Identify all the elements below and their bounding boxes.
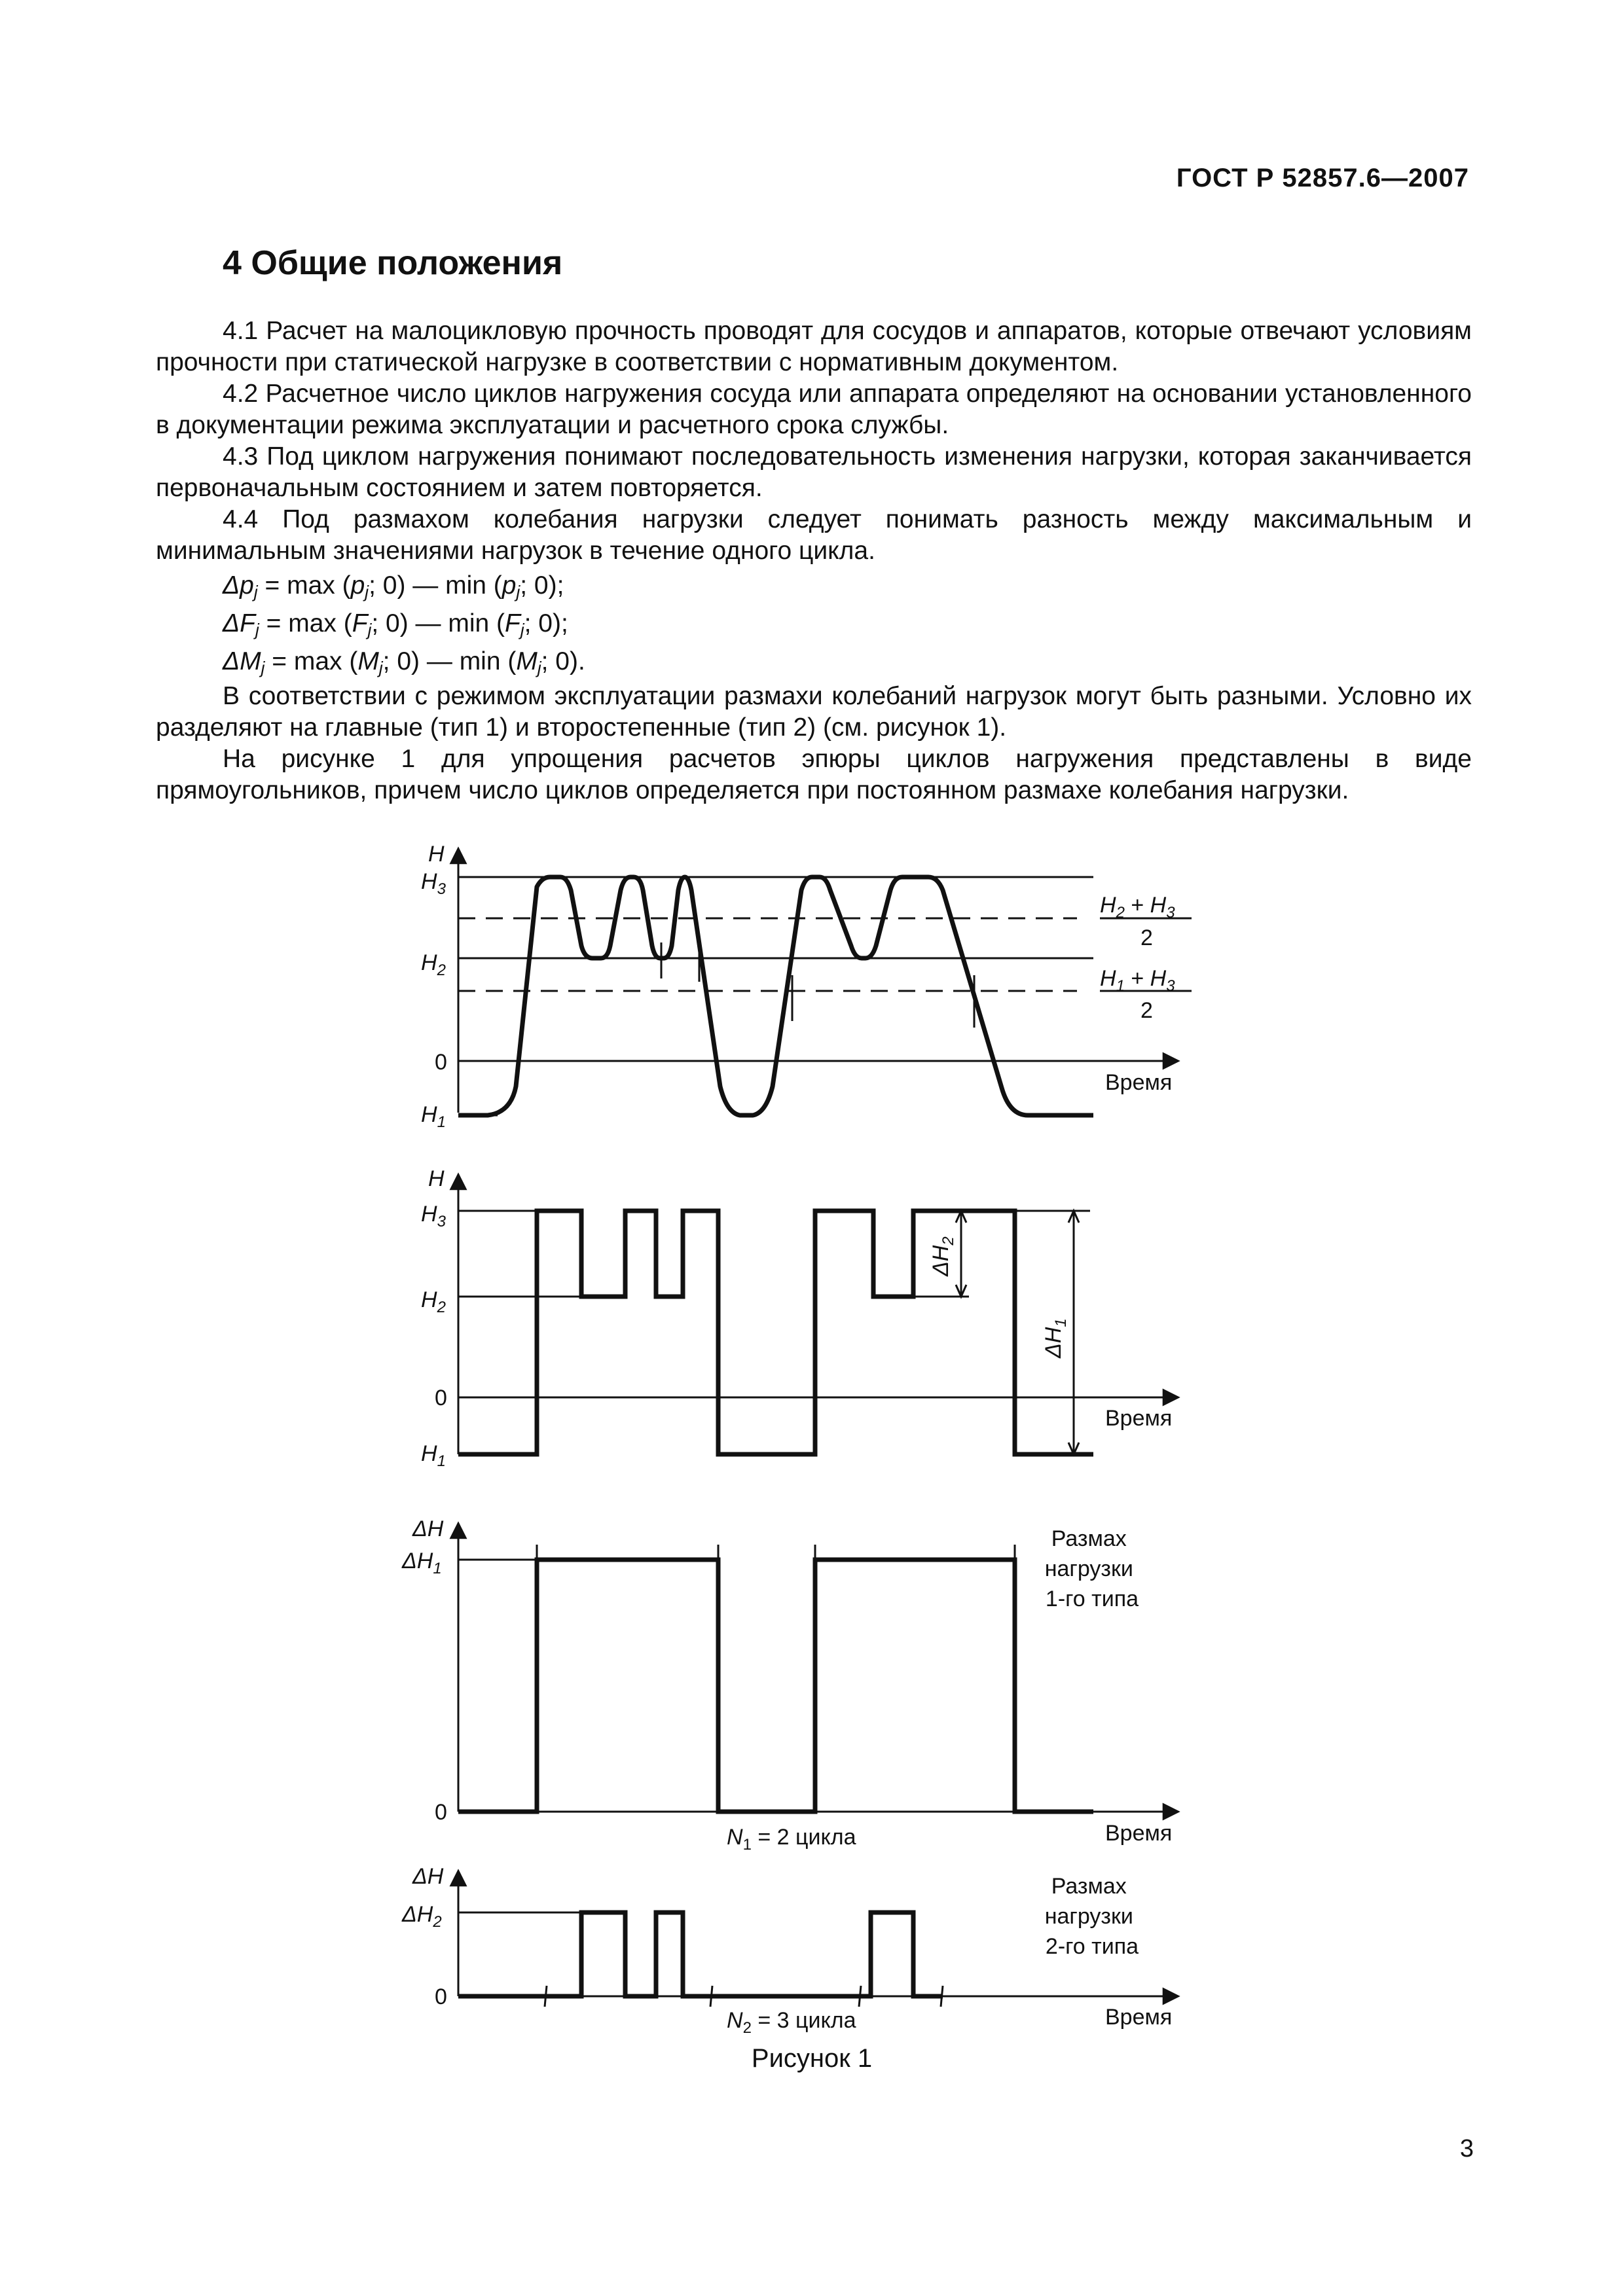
figure-caption: Рисунок 1 bbox=[751, 2044, 873, 2073]
level-label-h1-2: $H_1$ bbox=[421, 1441, 446, 1470]
zero-label-3: 0 bbox=[435, 1800, 447, 1825]
paragraph-figure-note: На рисунке 1 для упрощения расчетов эпюры циклов нагружения представлены в виде прямоугольников, причем число циклов определяется при постоянном размахе колебания нагрузки. bbox=[156, 745, 1472, 804]
axis-label-h: H bbox=[428, 842, 445, 867]
paragraph-4-2: 4.2 Расчетное число циклов нагружения сосуда или аппарата определяют на основании установленного в документации режима эксплуатации и расчетного срока службы. bbox=[156, 380, 1472, 439]
formula-delta-f: $\Delta F_j = \max (F_j$; 0) — $\min (F_j$; 0); bbox=[223, 609, 568, 639]
panel-type2-ranges bbox=[401, 1864, 1178, 2037]
level-label-h1: $H_1$ bbox=[421, 1102, 446, 1131]
paragraph-4-4: 4.4 Под размахом колебания нагрузки следует понимать разность между максимальным и минимальным значениями нагрузок в течение одного цикла. bbox=[156, 505, 1472, 565]
paragraph-4-1: 4.1 Расчет на малоцикловую прочность проводят для сосудов и аппаратов, которые отвечают условиям прочности при статической нагрузке в соответствии с нормативным документом. bbox=[156, 317, 1472, 376]
level-label-dh2: $\Delta H_2$ bbox=[402, 1902, 442, 1931]
level-label-h2: $H_2$ bbox=[421, 950, 446, 979]
time-label-3: Время bbox=[1105, 1821, 1173, 1846]
tick-mark bbox=[710, 1986, 712, 2007]
panel-type1-ranges bbox=[401, 1516, 1178, 1854]
n1-cycles-label: $N_1 = 2$ цикла bbox=[727, 1825, 856, 1854]
time-label-4: Время bbox=[1105, 2005, 1173, 2030]
panel-rectangular-cycles bbox=[421, 1166, 1178, 1470]
formula-delta-m: $\Delta M_j = \max (M_j$; 0) — $\min (M_j$; 0). bbox=[223, 647, 585, 677]
axis-label-dh-3: ΔH bbox=[412, 1516, 444, 1541]
fraction-h1-h3-numerator: $H_1 + H_3$ bbox=[1100, 966, 1175, 995]
body-text bbox=[156, 315, 1472, 806]
level-label-h3: $H_3$ bbox=[421, 869, 446, 898]
figure-1-load-cycles bbox=[0, 831, 1623, 2094]
tick-mark bbox=[545, 1986, 547, 2007]
fraction-denominator: 2 bbox=[1140, 925, 1153, 950]
level-label-h2-2: $H_2$ bbox=[421, 1287, 446, 1316]
type2-label: Размах нагрузки 2-го типа bbox=[1044, 1874, 1139, 1959]
document-header: ГОСТ Р 52857.6—2007 bbox=[1176, 164, 1469, 192]
formula-delta-p: $\Delta p_j = \max (p_j$; 0) — $\min (p_j$; 0); bbox=[223, 571, 564, 601]
tick-mark bbox=[941, 1986, 943, 2007]
zero-label-2: 0 bbox=[435, 1386, 447, 1410]
delta-h2-label: $\Delta H_2$ bbox=[928, 1236, 957, 1276]
type2-range-curve bbox=[458, 1912, 943, 1996]
delta-h1-label: $\Delta H_1$ bbox=[1041, 1318, 1070, 1358]
level-label-h3-2: $H_3$ bbox=[421, 1202, 446, 1230]
n2-cycles-label: $N_2 = 3$ цикла bbox=[727, 2008, 856, 2037]
page-number: 3 bbox=[1459, 2135, 1474, 2162]
level-label-dh1: $\Delta H_1$ bbox=[402, 1549, 442, 1577]
panel-load-curve bbox=[421, 842, 1192, 1131]
fraction-h2-h3-numerator: $H_2 + H_3$ bbox=[1100, 893, 1175, 922]
section-title: 4 Общие положения bbox=[223, 244, 563, 282]
zero-label-1: 0 bbox=[435, 1050, 447, 1075]
paragraph-load-types: В соответствии с режимом эксплуатации размахи колебаний нагрузок могут быть разными. Условно их разделяют на главные (тип 1) и второстепенные (тип 2) (см. рисунок 1). bbox=[156, 682, 1472, 742]
type1-label: Размах нагрузки 1-го типа bbox=[1044, 1526, 1139, 1611]
time-label-1: Время bbox=[1105, 1070, 1173, 1095]
rectangular-load-curve bbox=[458, 1211, 1093, 1454]
type1-range-curve bbox=[458, 1560, 1093, 1812]
paragraph-4-3: 4.3 Под циклом нагружения понимают последовательность изменения нагрузки, которая заканчивается первоначальным состоянием и затем повторяется. bbox=[156, 442, 1472, 502]
tick-mark bbox=[859, 1986, 861, 2007]
axis-label-h-2: H bbox=[428, 1166, 445, 1191]
zero-label-4: 0 bbox=[435, 1984, 447, 2009]
load-curve bbox=[458, 877, 1093, 1115]
fraction-denominator: 2 bbox=[1140, 998, 1153, 1023]
time-label-2: Время bbox=[1105, 1406, 1173, 1431]
axis-label-dh-4: ΔH bbox=[412, 1864, 444, 1889]
